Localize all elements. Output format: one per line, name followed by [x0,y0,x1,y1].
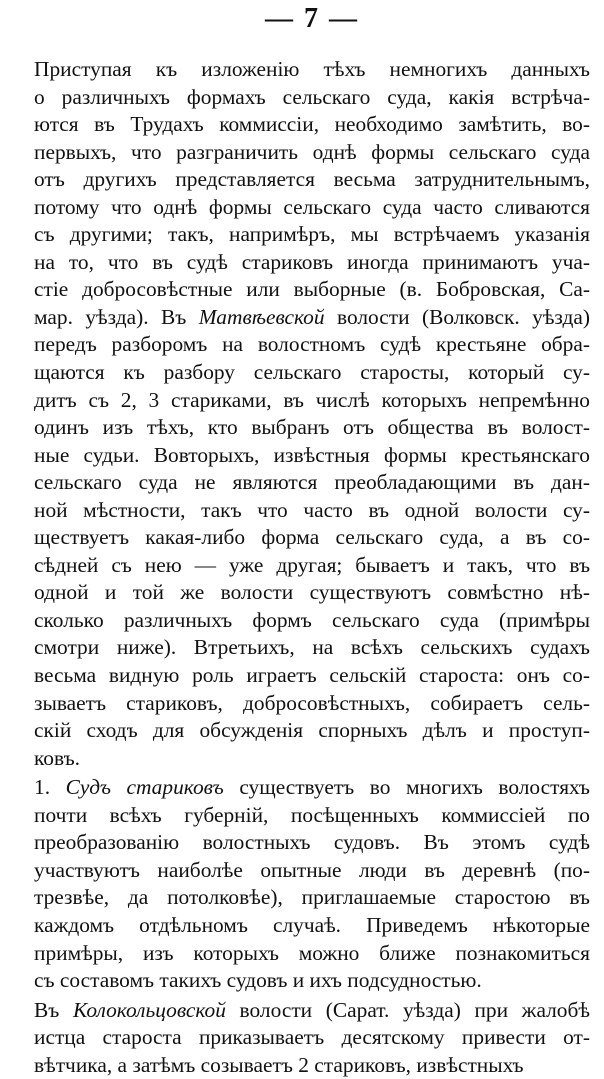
paragraph [34,774,590,994]
text-line: дитъ съ 2, 3 стариками, въ числѣ которыхъ непремѣнно [34,387,590,412]
text-line: о различныхъ формахъ сельскаго суда, какія встрѣча- [34,84,590,109]
text-line: ковъ. [34,745,80,770]
text-line: съ другими; такъ, напримѣръ, мы встрѣчаемъ указанія [34,222,590,247]
text-line: сколько различныхъ формъ сельскаго суда (примѣры [34,607,590,632]
text-line: примѣры, изъ которыхъ можно ближе познакомиться [34,940,590,965]
text-line: Приступая къ изложенію тѣхъ немногихъ данныхъ [34,57,590,81]
text-line: сельскаго суда не являются преобладающими въ дан- [34,470,590,495]
text-line: передъ разборомъ на волостномъ судѣ крестьяне обра- [34,332,590,357]
text-line: 1. Судъ стариковъ существуетъ во многихъ волостяхъ [34,775,590,800]
text-line: ной мѣстности, такъ что часто въ одной волости су- [34,497,590,522]
text-line: съ составомъ такихъ судовъ и ихъ подсудностью. [34,968,482,993]
text-line: мар. уѣзда). Въ Матвѣевской волости (Волковск. уѣзда) [34,304,590,329]
body-text [34,56,590,1079]
text-line: отъ другихъ представляется весьма затруднительнымъ, [34,167,590,192]
paragraph [34,997,590,1079]
text-line: участвуютъ наиболѣе опытные люди въ деревнѣ (по- [34,857,590,882]
text-line: одной и той же волости существуютъ совмѣстно нѣ- [34,580,590,605]
text-line: ные судьи. Вовторыхъ, извѣстныя формы крестьянскаго [34,442,590,467]
text-line: смотри ниже). Втретьихъ, на всѣхъ сельскихъ судахъ [34,635,590,660]
text-line: ществуетъ какая-либо форма сельскаго суда, а въ со- [34,525,590,550]
text-line: потому что однѣ формы сельскаго суда часто сливаются [34,194,590,219]
text-line: почти всѣхъ губерній, посѣщенныхъ коммиссіей по [34,802,590,827]
text-line: каждомъ отдѣльномъ случаѣ. Приведемъ нѣкоторые [34,912,590,937]
text-line: одинъ изъ тѣхъ, кто выбранъ отъ общества въ волост- [34,415,590,440]
text-line: преобразованію волостныхъ судовъ. Въ этомъ судѣ [34,830,590,855]
text-line: трезвѣе, да потолковѣе), приглашаемые старостою въ [34,885,590,910]
text-line: на то, что въ судѣ стариковъ иногда принимаютъ уча- [34,249,590,274]
page-number: — 7 — [265,3,359,34]
text-line: вѣтчика, а затѣмъ созываетъ 2 стариковъ, извѣстныхъ [34,1052,524,1077]
text-line: первыхъ, что разграничить однѣ формы сельскаго суда [34,139,590,164]
text-line: зываетъ стариковъ, добросовѣстныхъ, собираетъ сель- [34,690,590,715]
text-line: сѣдней съ нею — уже другая; бываетъ и такъ, что въ [34,552,590,577]
text-line: стіе добросовѣстные или выборные (в. Бобровская, Са- [34,277,590,302]
text-line: весьма видную роль играетъ сельскій староста: онъ со- [34,663,590,688]
text-line: ются въ Трудахъ коммиссіи, необходимо замѣтить, во- [34,112,590,137]
paragraph [34,56,590,772]
text-line: истца староста приказываетъ десятскому привести от- [34,1025,590,1050]
text-line: щаются къ разбору сельскаго старосты, который су- [34,360,590,385]
text-line: Въ Колокольцовской волости (Сарат. уѣзда) при жалобѣ [34,997,590,1022]
text-line: скій сходъ для обсужденія спорныхъ дѣлъ и проступ- [34,718,590,743]
